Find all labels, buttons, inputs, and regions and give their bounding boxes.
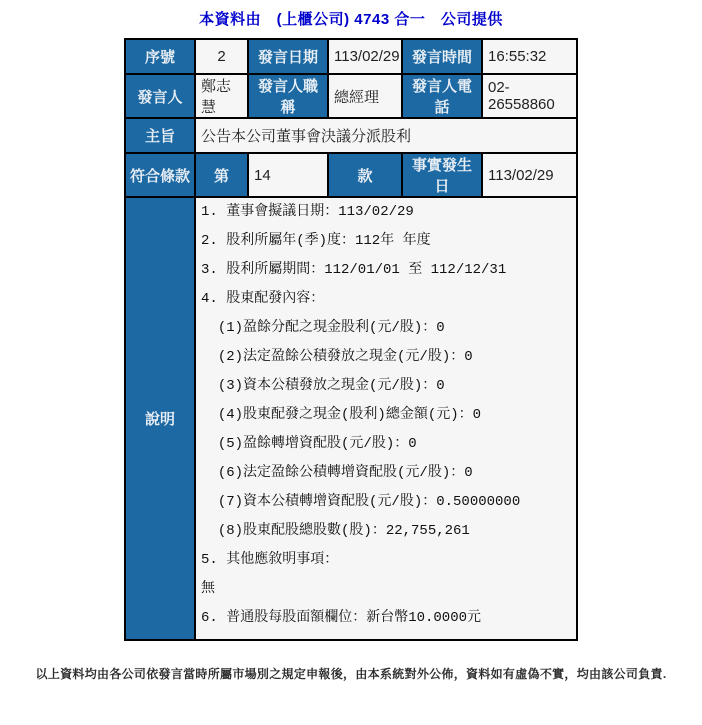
description-line: (6)法定盈餘公積轉增資配股(元/股)：0 [201, 465, 473, 481]
table-row [125, 197, 577, 640]
event-date-value: 113/02/29 [482, 153, 577, 197]
description-line: (1)盈餘分配之現金股利(元/股)：0 [201, 320, 445, 336]
description-line: 4. 股東配發內容： [201, 291, 325, 307]
description-line: 1. 董事會擬議日期：113/02/29 [201, 204, 414, 220]
disclaimer-text: 以上資料均由各公司依發言當時所屬市場別之規定申報後，由本系統對外公佈，資料如有虛偽不實，均由該公司負責. [35, 667, 667, 681]
description-line: 無 [201, 581, 215, 597]
description-content [201, 198, 571, 639]
spokesperson-label: 發言人 [125, 74, 195, 118]
description-line: (8)股東配股總股數(股)：22,755,261 [201, 523, 470, 539]
article-suffix-label: 款 [328, 153, 402, 197]
table-row [125, 74, 577, 118]
subject-value: 公告本公司董事會決議分派股利 [195, 118, 577, 153]
page-title: 本資料由 (上櫃公司) 4743 合一 公司提供 [199, 11, 503, 28]
description-line: (5)盈餘轉增資配股(元/股)：0 [201, 436, 417, 452]
description-cell [195, 197, 577, 640]
table-row [125, 153, 577, 197]
clause-label: 符合條款 [125, 153, 195, 197]
description-line: (7)資本公積轉增資配股(元/股)：0.50000000 [201, 494, 521, 510]
spokesperson-title-value: 總經理 [328, 74, 402, 118]
subject-label: 主旨 [125, 118, 195, 153]
serial-number-label: 序號 [125, 39, 195, 74]
article-prefix-label: 第 [195, 153, 248, 197]
event-date-label: 事實發生日 [402, 153, 482, 197]
description-line: (2)法定盈餘公積發放之現金(元/股)：0 [201, 349, 473, 365]
description-line: 6. 普通股每股面額欄位：新台幣10.0000元 [201, 610, 482, 626]
description-label: 說明 [125, 197, 195, 640]
description-line: 3. 股利所屬期間：112/01/01 至 112/12/31 [201, 262, 507, 278]
description-line: (3)資本公積發放之現金(元/股)：0 [201, 378, 445, 394]
spokesperson-phone-value: 02-26558860 [482, 74, 577, 118]
spokesperson-value: 鄭志慧 [195, 74, 248, 118]
serial-number-value: 2 [195, 39, 248, 74]
spokesperson-title-label: 發言人職稱 [248, 74, 328, 118]
speak-time-label: 發言時間 [402, 39, 482, 74]
table-row [125, 118, 577, 153]
description-line: 5. 其他應敘明事項： [201, 552, 339, 568]
description-line: 2. 股利所屬年(季)度：112年 年度 [201, 233, 431, 249]
announcement-table [124, 38, 578, 641]
spokesperson-phone-label: 發言人電話 [402, 74, 482, 118]
description-line: (4)股東配發之現金(股利)總金額(元)：0 [201, 407, 482, 423]
table-row [125, 39, 577, 74]
article-number-value: 14 [248, 153, 328, 197]
speak-time-value: 16:55:32 [482, 39, 577, 74]
speak-date-label: 發言日期 [248, 39, 328, 74]
speak-date-value: 113/02/29 [328, 39, 402, 74]
